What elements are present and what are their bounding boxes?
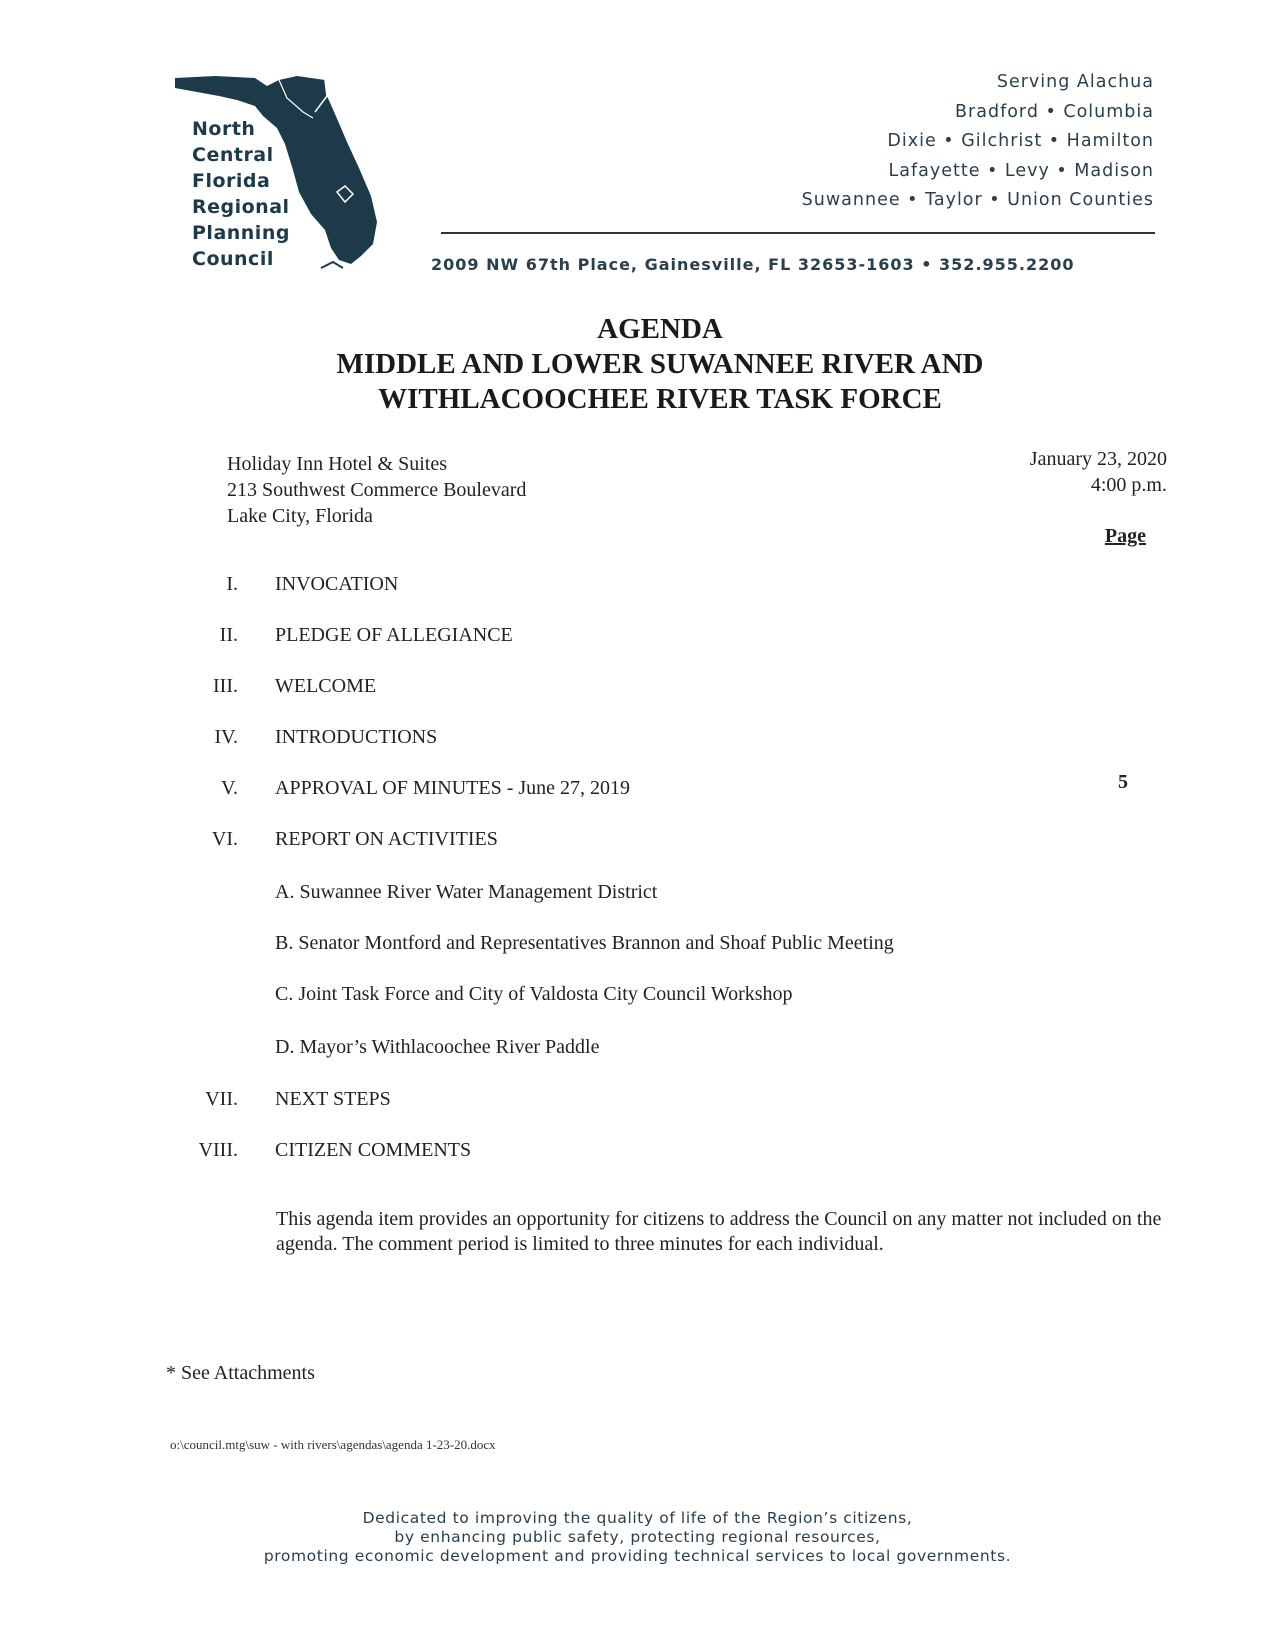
title-line: WITHLACOOCHEE RIVER TASK FORCE [378,383,942,415]
sub-item: A. Suwannee River Water Management District [275,881,658,903]
council-name-line: Council [192,248,274,270]
venue-line: 213 Southwest Commerce Boulevard [227,479,527,501]
item-number: IV. [214,726,238,748]
sub-item: B. Senator Montford and Representatives Brannon and Shoaf Public Meeting [275,932,894,954]
serving-line: Serving Alachua [996,72,1154,92]
item-text: PLEDGE OF ALLEGIANCE [275,624,513,646]
meeting-date: January 23, 2020 [1029,448,1167,470]
item-number: VI. [211,828,238,850]
council-name-line: Regional [192,196,290,218]
sub-item: D. Mayor’s Withlacoochee River Paddle [275,1036,600,1058]
title-line: MIDDLE AND LOWER SUWANNEE RIVER AND [336,348,984,380]
item-text: INVOCATION [275,573,399,595]
venue-line: Holiday Inn Hotel & Suites [227,453,447,475]
serving-line: Bradford • Columbia [955,101,1154,122]
footer-line: promoting economic development and providing technical services to local governments. [263,1547,1012,1565]
meeting-datetime [1030,446,1167,498]
serving-counties [802,68,1154,216]
council-address: 2009 NW 67th Place, Gainesville, FL 32653-1603 • 352.955.2200 [431,255,1075,274]
mission-statement [0,1509,1275,1566]
letterhead-divider [441,232,1155,234]
meeting-time: 4:00 p.m. [1090,474,1167,496]
serving-line: Lafayette • Levy • Madison [888,160,1154,181]
serving-line: Dixie • Gilchrist • Hamilton [887,131,1154,151]
title-line: AGENDA [597,313,723,345]
serving-line: Suwannee • Taylor • Union Counties [801,190,1154,210]
citizen-comments-note: This agenda item provides an opportunity for citizens to address the Council on any matter not included on the agenda. The comment period is limited to three minutes for each individual. [276,1208,1162,1255]
item-text: NEXT STEPS [275,1088,391,1110]
item-text: APPROVAL OF MINUTES - June 27, 2019 [275,777,631,799]
agenda-title [0,312,1275,417]
council-name-line: North [192,118,256,140]
council-name [192,116,290,272]
footer-line: by enhancing public safety, protecting regional resources, [394,1528,881,1546]
item-number: I. [226,573,238,595]
document-file-path: o:\council.mtg\suw - with rivers\agendas\agenda 1-23-20.docx [170,1437,496,1452]
item-number: II. [219,624,238,646]
item-number: VII. [205,1088,238,1110]
council-name-line: Central [192,144,274,166]
sub-item: C. Joint Task Force and City of Valdosta City Council Workshop [275,983,793,1005]
council-name-line: Planning [192,222,290,244]
page-column-label: Page [1104,525,1146,547]
item-page-number: 5 [1118,771,1128,793]
item-number: III. [213,675,238,697]
council-name-line: Florida [192,170,271,192]
item-number: V. [221,777,238,799]
venue-line: Lake City, Florida [227,505,373,527]
item-number: VIII. [198,1139,238,1161]
footer-line: Dedicated to improving the quality of life of the Region’s citizens, [362,1509,913,1527]
item-text: INTRODUCTIONS [275,726,438,748]
attachments-note: * See Attachments [166,1362,315,1384]
meeting-venue [227,451,526,529]
item-text: REPORT ON ACTIVITIES [275,828,498,850]
item-text: WELCOME [275,675,377,697]
item-text: CITIZEN COMMENTS [275,1139,472,1161]
council-logo [175,72,405,287]
